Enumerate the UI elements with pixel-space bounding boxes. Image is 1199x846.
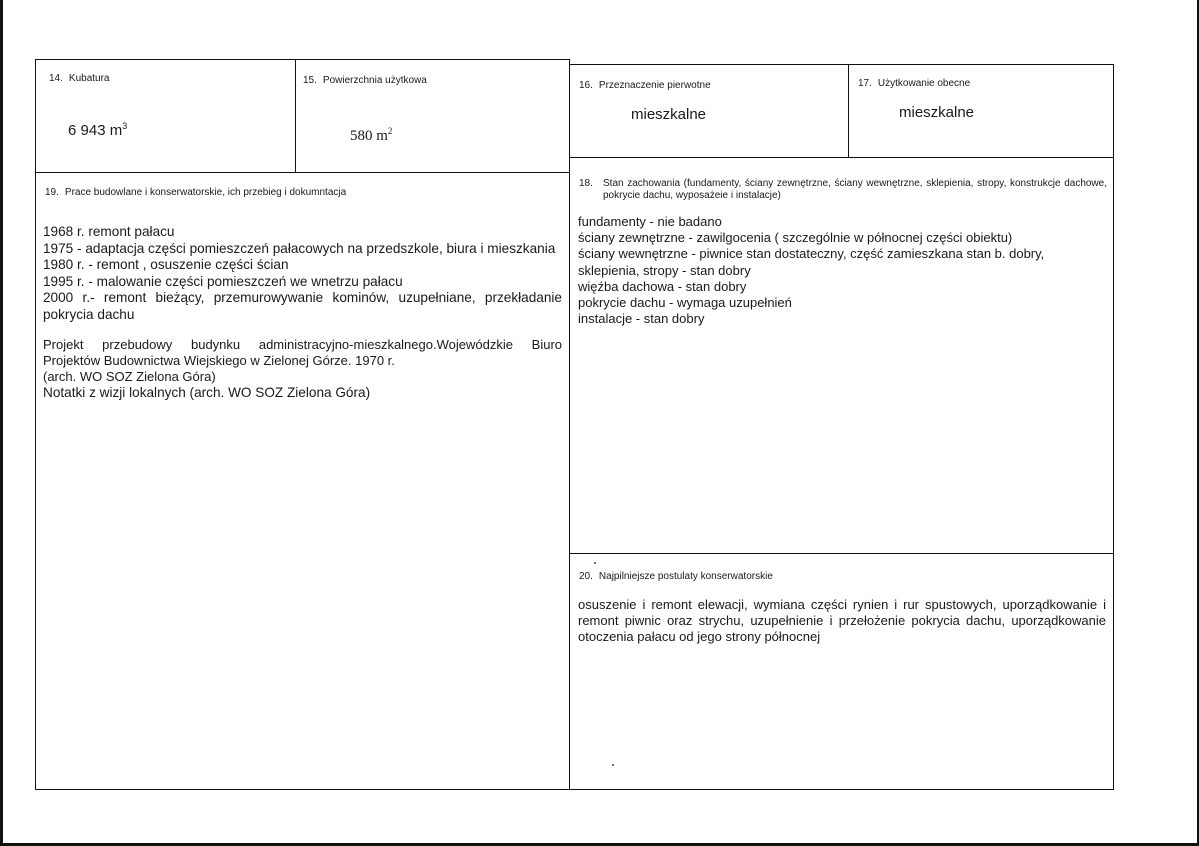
field-15-title: Powierzchnia użytkowa (322, 75, 427, 86)
field-16-label (579, 80, 711, 92)
field-19-content (43, 224, 562, 402)
field-16-value: mieszkalne (631, 106, 707, 123)
history-entry: 1995 r. - malowanie części pomieszczeń we wnetrzu pałacu (43, 273, 403, 289)
field-14-title: Kubatura (68, 73, 110, 84)
scan-speck (594, 562, 596, 564)
condition-line: fundamenty - nie badano (578, 214, 722, 229)
field-18-content (578, 214, 1108, 327)
field-20-label (579, 571, 773, 583)
field-20-number: 20. (579, 571, 593, 582)
field-17-label (858, 78, 970, 90)
field-19-label (45, 187, 346, 199)
scan-speck (612, 764, 614, 766)
field-20-title: Najpilniejsze postulaty konserwatorskie (598, 571, 773, 582)
field-14-number: 14. (49, 73, 63, 84)
field-15-label (303, 75, 427, 87)
field-15-value (350, 128, 392, 145)
rule-left (35, 59, 36, 790)
rule-16-17 (848, 64, 849, 157)
field-19-title: Prace budowlane i konserwatorskie, ich przebieg i dokumntacja (64, 187, 347, 198)
rule-right (1113, 64, 1114, 790)
field-20-content: osuszenie i remont elewacji, wymiana części rynien i rur spustowych, uporządkowanie i remont piwnic oraz strychu, uzupełnienie i przełożenie pokrycia dachu, uporządkowanie otoczenia pałacu od jego strony północnej (578, 597, 1106, 645)
field-17-number: 17. (858, 78, 872, 89)
field-19-number: 19. (45, 187, 59, 198)
area-value: 580 m (350, 128, 388, 144)
rule-top-left (35, 59, 570, 60)
rule-18-20 (570, 553, 1114, 554)
field-18-number: 18. (579, 178, 593, 189)
field-15-number: 15. (303, 75, 317, 86)
field-16-title: Przeznaczenie pierwotne (598, 80, 711, 91)
field-17-value: mieszkalne (899, 104, 975, 121)
condition-line: sklepienia, stropy - stan dobry (578, 262, 751, 278)
project-archive: (arch. WO SOZ Zielona Góra) (43, 369, 216, 384)
rule-under-16-17 (570, 157, 1114, 158)
history-entry: 1968 r. remont pałacu (43, 224, 175, 239)
condition-line: pokrycie dachu - wymaga uzupełnień (578, 295, 792, 311)
rule-center (569, 59, 570, 790)
condition-line: ściany wewnętrzne - piwnice stan dostateczny, część zamieszkana stan b. dobry, (578, 246, 1045, 262)
history-entry: 1980 r. - remont , osuszenie części ścian (43, 257, 289, 272)
field-14-label (49, 73, 110, 85)
field-18-label: Stan zachowania (fundamenty, ściany zewnętrzne, ściany wewnętrzne, sklepienia, stropy, konstrukcje dachowe, pokrycie dachu, wyposażeie i instalacje) (603, 178, 1107, 201)
rule-14-15 (295, 59, 296, 172)
field-14-value (68, 122, 127, 139)
history-entry: 2000 r.- remont bieżący, przemurowywanie kominów, uzupełniane, przekładanie pokrycia dachu (43, 290, 562, 322)
area-unit-superscript: 2 (387, 126, 393, 136)
condition-line: więźba dachowa - stan dobry (578, 278, 747, 294)
rule-bottom (35, 789, 1114, 790)
rule-top-right (570, 64, 1114, 65)
condition-line: ściany zewnętrzne - zawilgocenia ( szczególnie w północnej części obiektu) (578, 230, 1013, 246)
rule-under-14-15 (35, 172, 570, 173)
project-documentation: Projekt przebudowy budynku administracyjno-mieszkalnego.Wojewódzkie Biuro Projektów Budownictwa Wiejskiego w Zielonej Górze. 1970 r. (43, 337, 562, 368)
history-entry: 1975 - adaptacja części pomieszczeń pałacowych na przedszkole, biura i mieszkania (43, 240, 556, 256)
site-visit-notes: Notatki z wizji lokalnych (arch. WO SOZ Zielona Góra) (43, 385, 371, 400)
volume-unit-superscript: 3 (122, 121, 128, 131)
condition-line: instalacje - stan dobry (578, 311, 705, 327)
field-17-title: Użytkowanie obecne (877, 78, 971, 89)
volume-value: 6 943 m (68, 122, 123, 139)
field-16-number: 16. (579, 80, 593, 91)
